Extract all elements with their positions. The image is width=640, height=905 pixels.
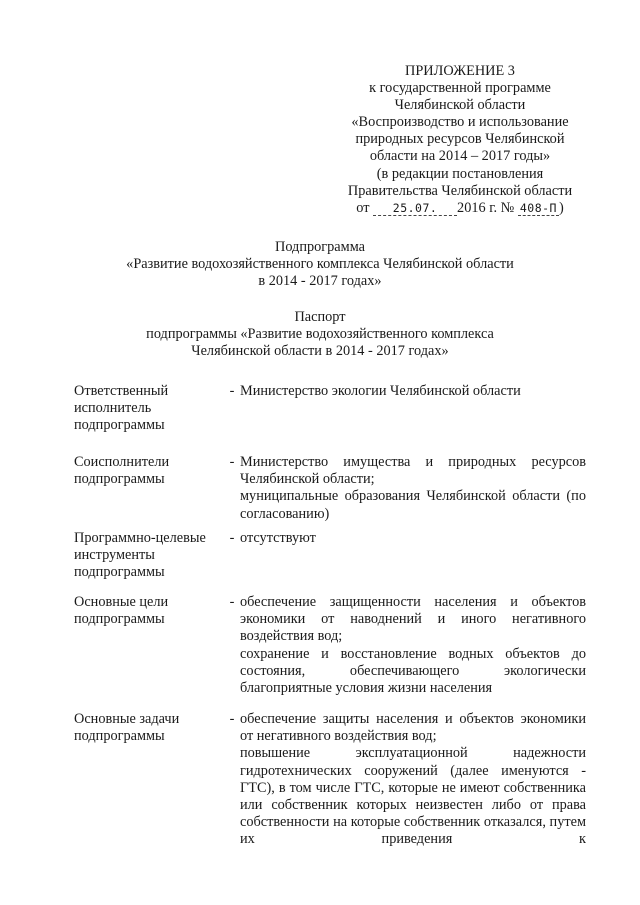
passport-heading: Паспорт — [294, 309, 346, 325]
passport-row-goals — [74, 594, 586, 711]
row-value-paragraph: отсутствуют — [240, 530, 316, 546]
row-label — [74, 594, 224, 628]
row-label-line: подпрограммы — [74, 564, 165, 581]
subprogram-heading: Подпрограмма — [275, 239, 365, 255]
row-label-line: Программно-целевые — [74, 530, 206, 546]
passport-table — [74, 383, 586, 849]
passport-row-responsible — [74, 383, 586, 454]
row-label-line: Соисполнители — [74, 454, 170, 470]
year-text: 2016 г. № — [457, 199, 515, 216]
resolution-date-line — [330, 200, 590, 217]
appendix-line: «Воспроизводство и использование — [351, 114, 569, 131]
passport-row-coexecutors — [74, 454, 586, 530]
row-label-line: подпрограммы — [74, 611, 165, 628]
row-label-line: подпрограммы — [74, 417, 165, 434]
passport-row-instruments — [74, 530, 586, 594]
appendix-line: Правительства Челябинской области — [347, 182, 573, 199]
row-value-paragraph: обеспечение защиты населения и объектов экономики от негативного воздействия вод; — [240, 711, 586, 745]
row-value — [240, 711, 586, 849]
row-dash: - — [229, 454, 235, 470]
row-label-line: Основные цели — [74, 594, 169, 610]
row-label-line: Основные задачи — [74, 711, 180, 727]
row-label-line: исполнитель — [74, 400, 152, 417]
row-value-paragraph: обеспечение защищенности населения и объектов экономики от наводнений и иного негативного воздействия вод; — [240, 594, 586, 645]
row-dash: - — [229, 530, 235, 546]
appendix-line: Челябинской области — [394, 97, 526, 114]
row-label — [74, 383, 224, 435]
row-value — [240, 530, 586, 547]
subprogram-title-line: в 2014 - 2017 годах» — [258, 273, 382, 290]
row-value-paragraph: муниципальные образования Челябинской области (по согласованию) — [240, 488, 586, 522]
passport-title — [60, 309, 580, 361]
row-value-paragraph: Министерство имущества и природных ресурсов Челябинской области; — [240, 454, 586, 488]
date-prefix: от — [356, 199, 370, 216]
appendix-line: (в редакции постановления — [376, 165, 544, 182]
row-value — [240, 594, 586, 697]
subprogram-title-line: «Развитие водохозяйственного комплекса Челябинской области — [126, 256, 514, 273]
row-dash: - — [229, 383, 235, 399]
row-label — [74, 454, 224, 488]
row-value — [240, 454, 586, 523]
row-label-line: подпрограммы — [74, 728, 165, 745]
row-label-line: инструменты — [74, 547, 155, 564]
row-value-paragraph: Министерство экологии Челябинской области — [240, 383, 521, 399]
row-value-paragraph: повышение эксплуатационной надежности гидротехнических сооружений (далее именуются - ГТС), в том числе ГТС, которые не имеют собственника или собственник которых неизвестен либо от права собственности на которые собственник отказался, путем их приведения к — [240, 745, 586, 848]
appendix-line: области на 2014 – 2017 годы» — [369, 148, 551, 165]
handwritten-number: 408-П — [519, 200, 557, 215]
row-value-paragraph: сохранение и восстановление водных объектов до состояния, обеспечивающего экологически благоприятные условия жизни населения — [240, 645, 586, 697]
passport-title-line: подпрограммы «Развитие водохозяйственного комплекса — [146, 326, 494, 343]
row-label — [74, 530, 224, 582]
appendix-line: природных ресурсов Челябинской — [355, 131, 565, 148]
passport-title-line: Челябинской области в 2014 - 2017 годах» — [191, 343, 449, 360]
row-label — [74, 711, 224, 745]
row-value — [240, 383, 586, 400]
appendix-line: к государственной программе — [369, 80, 551, 97]
row-dash: - — [229, 594, 235, 610]
close-paren: ) — [558, 199, 564, 216]
handwritten-date: 25.07. — [373, 202, 457, 216]
row-label-line: подпрограммы — [74, 471, 165, 488]
passport-row-tasks — [74, 711, 586, 849]
subprogram-title — [60, 239, 580, 291]
row-dash: - — [229, 711, 235, 727]
appendix-title: ПРИЛОЖЕНИЕ 3 — [405, 63, 515, 79]
appendix-header — [330, 63, 590, 217]
row-label-line: Ответственный — [74, 383, 169, 399]
